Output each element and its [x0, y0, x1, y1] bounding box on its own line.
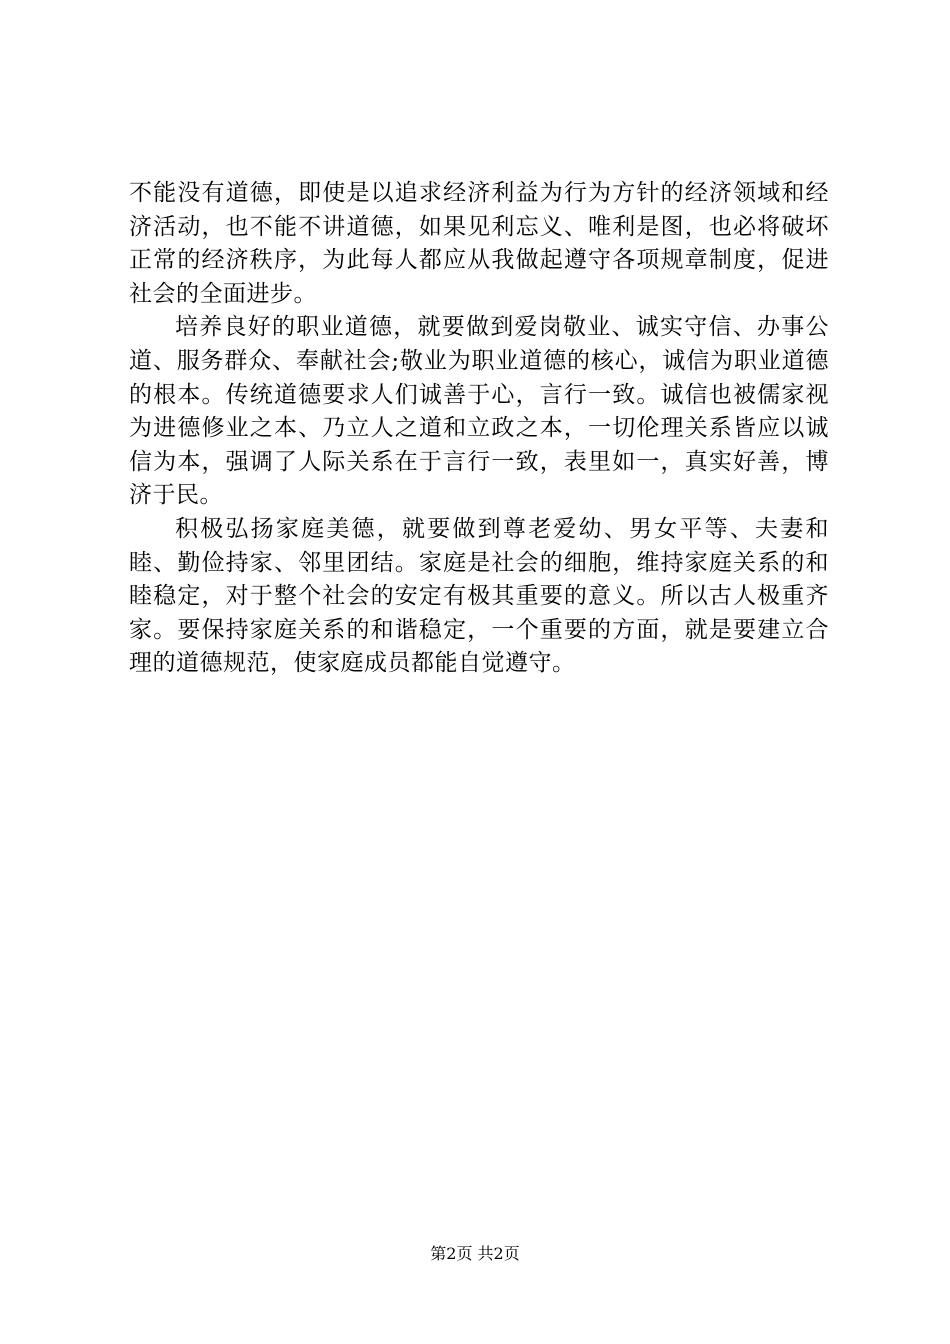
paragraph-family-virtues: 积极弘扬家庭美德，就要做到尊老爱幼、男女平等、夫妻和睦、勤俭持家、邻里团结。家庭是社会的细胞，维持家庭关系的和睦稳定，对于整个社会的安定有极其重要的意义。所以古人极重齐家。要保持家庭关系的和谐稳定，一个重要的方面，就是要建立合理的道德规范，使家庭成员都能自觉遵守。 — [129, 515, 829, 677]
document-body — [129, 177, 829, 681]
page-footer: 第2页 共2页 — [430, 1244, 520, 1263]
paragraph-professional-ethics: 培养良好的职业道德，就要做到爱岗敬业、诚实守信、办事公道、服务群众、奉献社会;敬业为职业道德的核心，诚信为职业道德的根本。传统道德要求人们诚善于心，言行一致。诚信也被儒家视为进德修业之本、乃立人之道和立政之本，一切伦理关系皆应以诚信为本，强调了人际关系在于言行一致，表里如一，真实好善，博济于民。 — [129, 314, 829, 509]
paragraph-continuation: 不能没有道德，即使是以追求经济利益为行为方针的经济领域和经济活动，也不能不讲道德，如果见利忘义、唯利是图，也必将破坏正常的经济秩序，为此每人都应从我做起遵守各项规章制度，促进社会的全面进步。 — [129, 180, 829, 307]
